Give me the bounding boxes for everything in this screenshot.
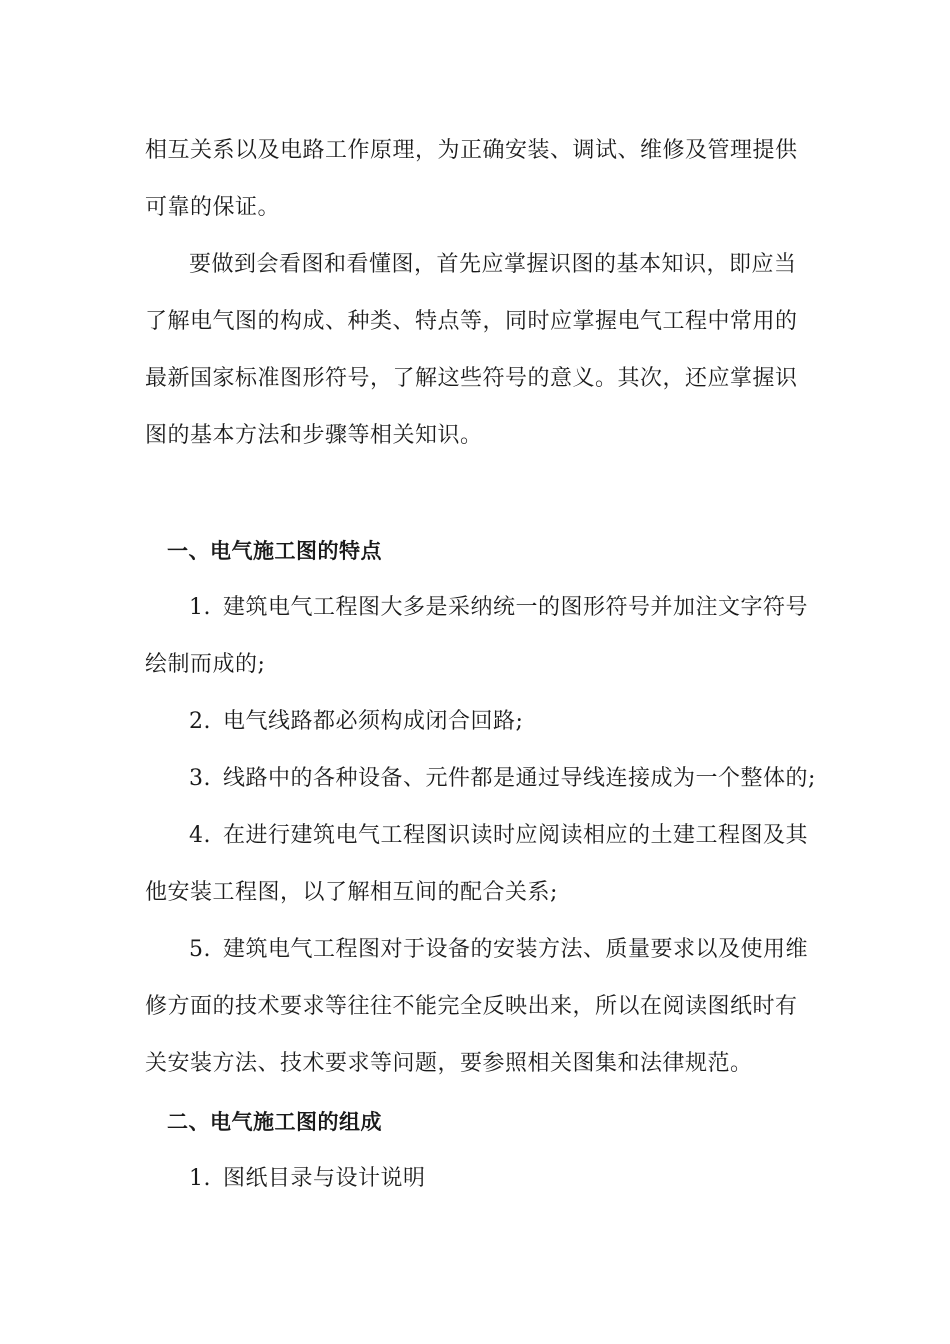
list-item-text: 电气线路都必须构成闭合回路; <box>223 709 524 734</box>
paragraph-line: 最新国家标准图形符号，了解这些符号的意义。其次，还应掌握识 <box>145 366 798 391</box>
list-number: 1. <box>189 595 211 620</box>
list-number: 3. <box>189 766 211 791</box>
list-item-text: 建筑电气工程图对于设备的安装方法、质量要求以及使用维 <box>223 937 809 962</box>
list-item-text: 图纸目录与设计说明 <box>223 1166 426 1191</box>
paragraph-line: 可靠的保证。 <box>145 195 281 220</box>
list-number: 4. <box>189 823 211 848</box>
list-item-text: 线路中的各种设备、元件都是通过导线连接成为一个整体的; <box>223 766 816 791</box>
paragraph-line: 了解电气图的构成、种类、特点等，同时应掌握电气工程中常用的 <box>145 309 798 334</box>
paragraph-line: 相互关系以及电路工作原理，为正确安装、调试、维修及管理提供 <box>145 138 798 163</box>
list-item <box>189 707 523 737</box>
list-number: 5. <box>189 937 211 962</box>
list-number: 1. <box>189 1166 211 1191</box>
list-item <box>189 935 808 965</box>
list-item-continuation: 绘制而成的; <box>145 652 266 677</box>
list-item <box>189 764 816 794</box>
section-heading-composition: 二、电气施工图的组成 <box>167 1110 382 1134</box>
list-number: 2. <box>189 709 211 734</box>
paragraph-line: 图的基本方法和步骤等相关知识。 <box>145 423 483 448</box>
list-item-continuation: 修方面的技术要求等往往不能完全反映出来，所以在阅读图纸时有 <box>145 994 798 1019</box>
paragraph-line: 要做到会看图和看懂图，首先应掌握识图的基本知识，即应当 <box>189 252 797 277</box>
list-item-continuation: 关安装方法、技术要求等问题，要参照相关图集和法律规范。 <box>145 1051 753 1076</box>
list-item-continuation: 他安装工程图，以了解相互间的配合关系; <box>145 880 558 905</box>
list-item <box>189 1164 426 1194</box>
section-heading-features: 一、电气施工图的特点 <box>167 539 382 563</box>
list-item <box>189 593 808 623</box>
list-item-text: 建筑电气工程图大多是采纳统一的图形符号并加注文字符号 <box>223 595 809 620</box>
list-item-text: 在进行建筑电气工程图识读时应阅读相应的土建工程图及其 <box>223 823 809 848</box>
list-item <box>189 821 808 851</box>
